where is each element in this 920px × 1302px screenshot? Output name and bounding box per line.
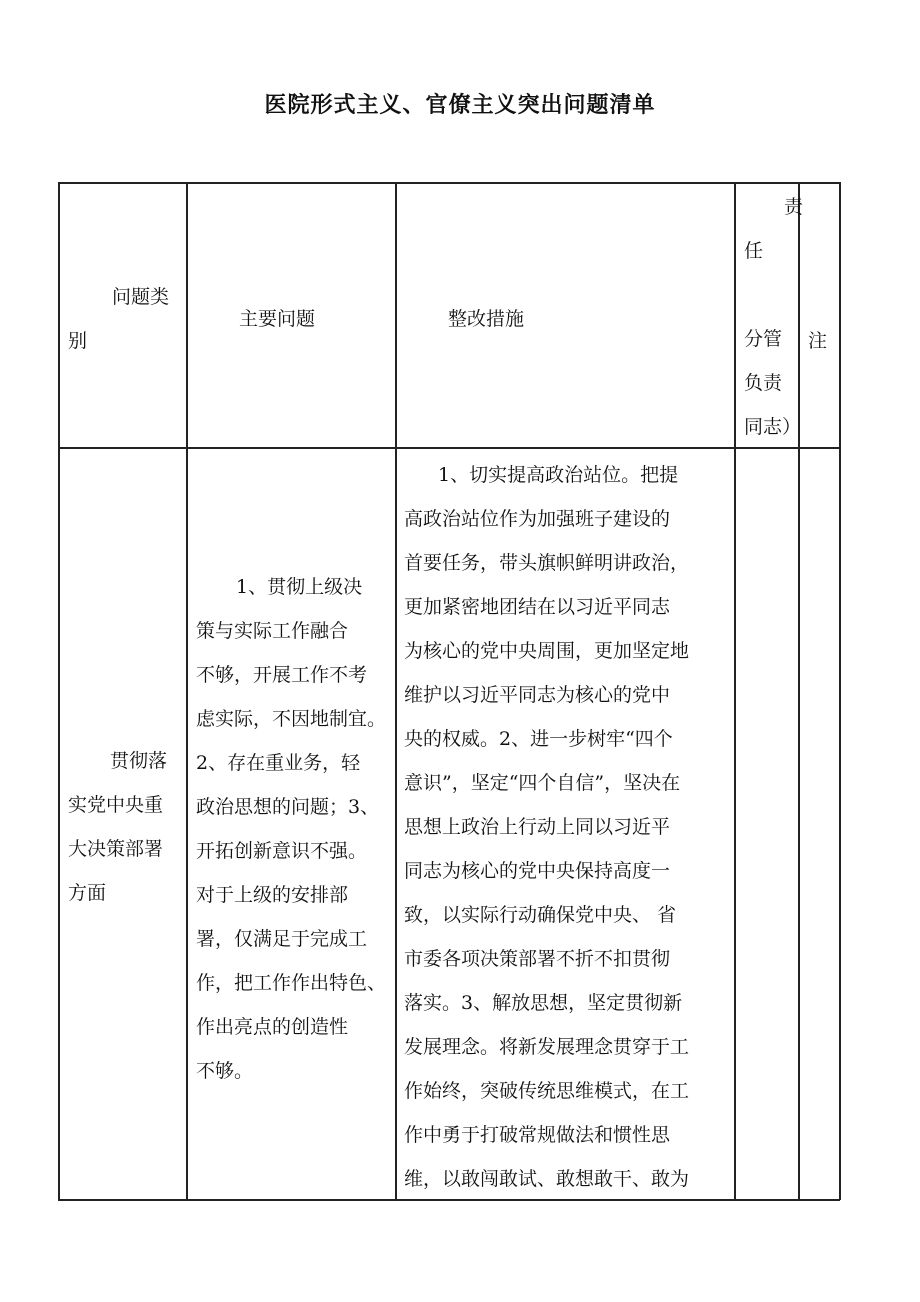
table-divider — [798, 182, 800, 1200]
category-line: 大决策部署 — [68, 838, 164, 860]
measure-line: 首要任务，带头旗帜鲜明讲政治， — [404, 552, 690, 574]
problem-line: 虑实际，不因地制宜。 — [196, 708, 387, 730]
measure-line: 1、切实提高政治站位。把提 — [438, 464, 679, 486]
header-category: 问题类 — [112, 286, 170, 308]
measure-line: 维，以敢闯敢试、敢想敢干、敢为 — [404, 1168, 690, 1190]
measure-line: 市委各项决策部署不折不扣贯彻 — [404, 948, 671, 970]
category-line: 方面 — [68, 882, 107, 904]
measure-line: 同志为核心的党中央保持高度一 — [404, 860, 671, 882]
problem-line: 2、存在重业务，轻 — [196, 752, 361, 774]
problem-line: 作，把工作作出特色、 — [196, 972, 387, 994]
header-responsible: 同志） — [744, 416, 802, 438]
problem-line: 1、贯彻上级决 — [236, 576, 363, 598]
issue-table — [58, 182, 840, 1200]
header-note: 注 — [808, 330, 828, 352]
problem-line: 不够。 — [196, 1060, 254, 1082]
category-line: 实党中央重 — [68, 794, 164, 816]
measure-line: 作始终，突破传统思维模式，在工 — [404, 1080, 690, 1102]
table-border-right — [839, 182, 841, 1200]
problem-line: 不够，开展工作不考 — [196, 664, 368, 686]
table-divider — [186, 182, 188, 1200]
table-border-bottom — [58, 1199, 840, 1201]
header-category-cont: 别 — [68, 330, 88, 352]
table-border-top — [58, 182, 840, 184]
table-row-divider — [58, 447, 840, 449]
problem-line: 署，仅满足于完成工 — [196, 928, 368, 950]
header-measures: 整改措施 — [448, 308, 525, 330]
problem-line: 对于上级的安排部 — [196, 884, 349, 906]
measure-line: 维护以习近平同志为核心的党中 — [404, 684, 671, 706]
header-responsible: 分管 — [744, 328, 783, 350]
category-line: 贯彻落 — [110, 750, 168, 772]
measure-line: 落实。3、解放思想，坚定贯彻新 — [404, 992, 683, 1014]
header-responsible: 负责 — [744, 372, 783, 394]
problem-line: 政治思想的问题；3、 — [196, 796, 380, 818]
measure-line: 意识”，坚定“四个自信”，坚决在 — [404, 772, 681, 794]
document-title: 医院形式主义、官僚主义突出问题清单 — [264, 93, 656, 118]
measure-line: 思想上政治上行动上同以习近平 — [404, 816, 671, 838]
measure-line: 发展理念。将新发展理念贯穿于工 — [404, 1036, 690, 1058]
measure-line: 央的权威。2、进一步树牢“四个 — [404, 728, 673, 750]
table-border-left — [58, 182, 60, 1200]
measure-line: 更加紧密地团结在以习近平同志 — [404, 596, 671, 618]
problem-line: 作出亮点的创造性 — [196, 1016, 349, 1038]
measure-line: 为核心的党中央周围，更加坚定地 — [404, 640, 690, 662]
header-responsible: 责 — [784, 196, 804, 218]
measure-line: 高政治站位作为加强班子建设的 — [404, 508, 671, 530]
problem-line: 开拓创新意识不强。 — [196, 840, 368, 862]
measure-line: 作中勇于打破常规做法和惯性思 — [404, 1124, 671, 1146]
table-divider — [734, 182, 736, 1200]
header-responsible: 任 — [744, 240, 764, 262]
table-divider — [395, 182, 397, 1200]
problem-line: 策与实际工作融合 — [196, 620, 349, 642]
header-main-problem: 主要问题 — [239, 308, 316, 330]
measure-line: 致，以实际行动确保党中央、 省 — [404, 904, 677, 926]
